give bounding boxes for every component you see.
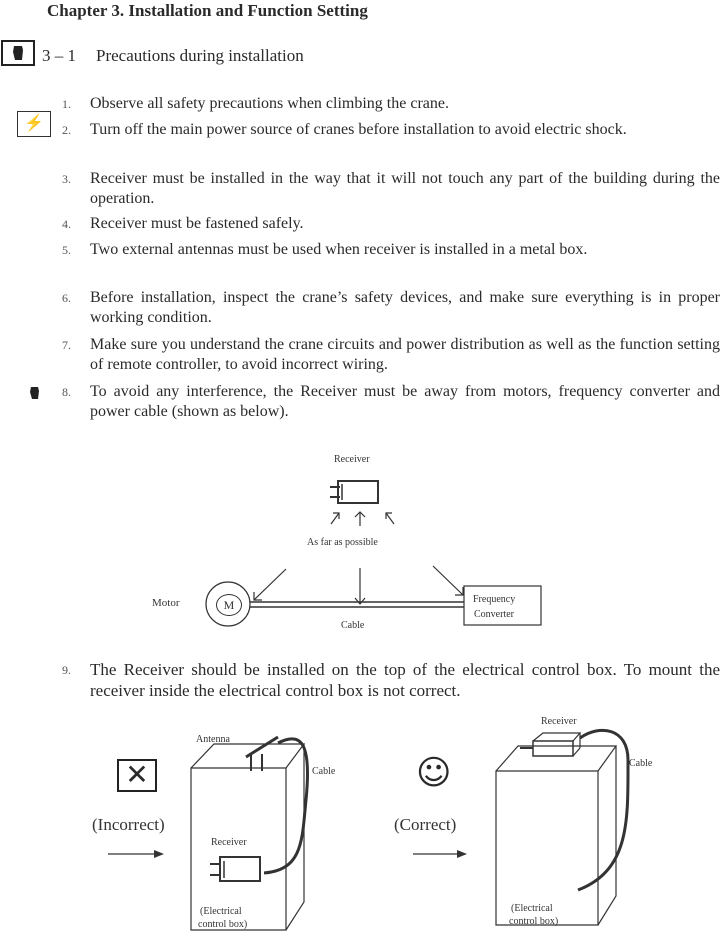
x-box-icon: ✕: [117, 759, 157, 792]
hand-icon: [1, 40, 35, 66]
incorrect-label-box-1: (Electrical: [200, 906, 242, 917]
chapter-title: Chapter 3. Installation and Function Setting: [47, 1, 368, 20]
correct-label-box-1: (Electrical: [511, 903, 553, 914]
list-item: 2. Turn off the main power source of cranes before installation to avoid electric shock.: [62, 121, 627, 138]
diagram-label-motor: Motor: [152, 597, 180, 609]
correct-label-receiver: Receiver: [541, 716, 577, 727]
section-heading: [42, 46, 304, 66]
correct-label-box-2: control box): [509, 916, 559, 927]
incorrect-caption: (Incorrect): [92, 815, 165, 834]
list-item: 1. Observe all safety precautions when climbing the crane.: [62, 95, 449, 112]
diagram-label-converter-1: Frequency: [473, 594, 516, 605]
motor-symbol: M: [216, 594, 242, 616]
lightning-icon: ⚡: [17, 111, 51, 137]
diagram-label-receiver: Receiver: [334, 454, 370, 465]
diagram-label-converter-2: Converter: [474, 609, 514, 620]
list-item: 7. Make sure you understand the crane circuits and power distribution as well as the function setting of remote controller, to avoid incorrect wiring.: [62, 336, 720, 373]
list-item: 4. Receiver must be fastened safely.: [62, 215, 304, 232]
incorrect-label-cable: Cable: [312, 766, 336, 777]
diagram-label-cable: Cable: [341, 620, 365, 631]
correct-caption: (Correct): [394, 815, 457, 834]
incorrect-label-receiver: Receiver: [211, 837, 247, 848]
correct-label-cable: Cable: [629, 758, 653, 769]
incorrect-label-antenna: Antenna: [196, 734, 230, 745]
list-item: 5. Two external antennas must be used when receiver is installed in a metal box.: [62, 241, 588, 258]
diagram-label-far: As far as possible: [307, 537, 378, 548]
list-item: 3. Receiver must be installed in the way that it will not touch any part of the building during the operation.: [62, 170, 720, 207]
smiley-icon: ☺: [416, 753, 452, 793]
list-item: 8. To avoid any interference, the Receiver must be away from motors, frequency converter and power cable (shown as below).: [62, 383, 720, 420]
incorrect-label-box-2: control box): [198, 919, 248, 930]
list-item: 9. The Receiver should be installed on the top of the electrical control box. To mount the receiver inside the electrical control box is not correct.: [62, 660, 720, 700]
list-item: 6. Before installation, inspect the crane’s safety devices, and make sure everything is in proper working condition.: [62, 289, 720, 326]
section-title: Precautions during installation: [96, 46, 304, 65]
section-number: 3 – 1: [42, 46, 76, 65]
